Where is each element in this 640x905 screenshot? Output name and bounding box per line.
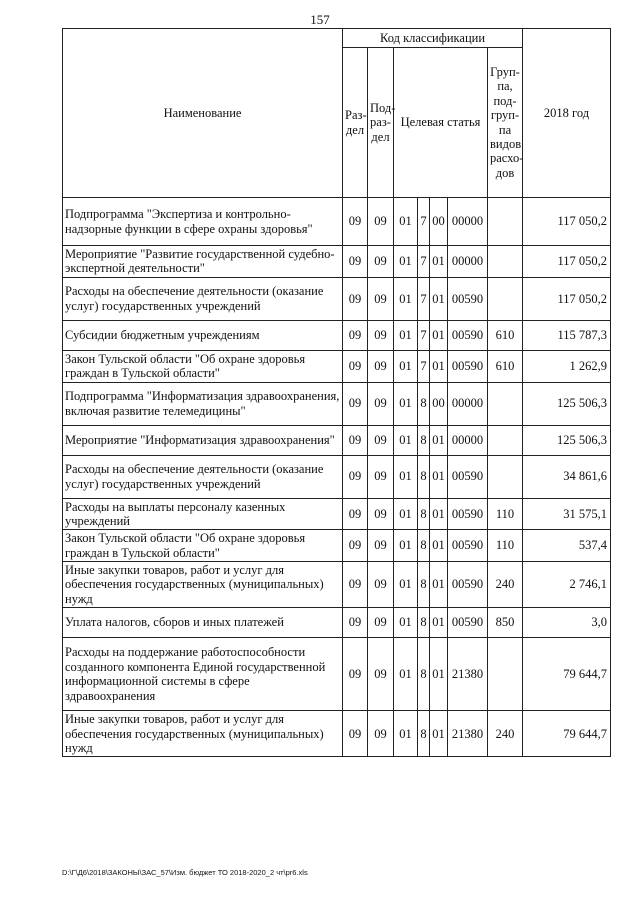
row-name: Мероприятие "Развитие государственной судебно-экспертной деятельности" <box>63 246 343 278</box>
row-name: Расходы на выплаты персоналу казенных учреждений <box>63 498 343 530</box>
row-name: Расходы на поддержание работоспособности созданного компонента Единой государственной информационной системы в сфере здравоохранения <box>63 638 343 711</box>
row-amount: 34 861,6 <box>523 455 611 498</box>
row-target-subprogram: 8 <box>418 425 430 455</box>
table-row <box>63 320 611 350</box>
row-target-event: 01 <box>430 638 448 711</box>
row-expense-group: 240 <box>488 562 523 608</box>
row-section: 09 <box>343 320 368 350</box>
row-target-subprogram: 8 <box>418 638 430 711</box>
header-target-article: Целевая статья <box>394 48 488 198</box>
row-amount: 3,0 <box>523 608 611 638</box>
row-name: Закон Тульской области "Об охране здоровья граждан в Тульской области" <box>63 350 343 382</box>
row-target-event: 00 <box>430 382 448 425</box>
row-subsection: 09 <box>368 320 394 350</box>
row-name: Субсидии бюджетным учреждениям <box>63 320 343 350</box>
table-row <box>63 382 611 425</box>
row-expense-group <box>488 277 523 320</box>
row-amount: 79 644,7 <box>523 638 611 711</box>
row-subsection: 09 <box>368 711 394 757</box>
row-amount: 125 506,3 <box>523 382 611 425</box>
file-path-footer: D:\Г\Д6\2018\ЗАКОНЫ\ЗАС_57\Изм. бюджет ТО 2018-2020_2 чт\pr6.xls <box>62 868 308 877</box>
row-expense-group: 610 <box>488 320 523 350</box>
row-target-program: 01 <box>394 498 418 530</box>
row-target-direction: 00000 <box>448 425 488 455</box>
row-subsection: 09 <box>368 608 394 638</box>
row-target-event: 01 <box>430 455 448 498</box>
row-target-program: 01 <box>394 198 418 246</box>
row-expense-group: 850 <box>488 608 523 638</box>
row-target-program: 01 <box>394 562 418 608</box>
row-section: 09 <box>343 711 368 757</box>
row-target-program: 01 <box>394 277 418 320</box>
table-row <box>63 530 611 562</box>
table-row <box>63 608 611 638</box>
row-expense-group <box>488 638 523 711</box>
row-target-event: 01 <box>430 320 448 350</box>
row-name: Закон Тульской области "Об охране здоровья граждан в Тульской области" <box>63 530 343 562</box>
table-row <box>63 198 611 246</box>
row-subsection: 09 <box>368 277 394 320</box>
table-row <box>63 425 611 455</box>
row-target-program: 01 <box>394 455 418 498</box>
table-row <box>63 562 611 608</box>
row-target-direction: 00590 <box>448 562 488 608</box>
row-target-direction: 21380 <box>448 638 488 711</box>
row-section: 09 <box>343 246 368 278</box>
row-target-direction: 00000 <box>448 246 488 278</box>
row-target-event: 01 <box>430 608 448 638</box>
row-target-event: 01 <box>430 425 448 455</box>
header-section: Раз-дел <box>343 48 368 198</box>
row-target-subprogram: 7 <box>418 320 430 350</box>
row-amount: 125 506,3 <box>523 425 611 455</box>
row-section: 09 <box>343 382 368 425</box>
row-name: Мероприятие "Информатизация здравоохранения" <box>63 425 343 455</box>
row-expense-group: 610 <box>488 350 523 382</box>
row-section: 09 <box>343 350 368 382</box>
row-section: 09 <box>343 530 368 562</box>
row-target-event: 01 <box>430 246 448 278</box>
row-name: Расходы на обеспечение деятельности (оказание услуг) государственных учреждений <box>63 455 343 498</box>
row-amount: 2 746,1 <box>523 562 611 608</box>
table-row <box>63 277 611 320</box>
row-target-event: 01 <box>430 350 448 382</box>
row-target-subprogram: 8 <box>418 562 430 608</box>
row-name: Иные закупки товаров, работ и услуг для обеспечения государственных (муниципальных) нужд <box>63 562 343 608</box>
row-target-subprogram: 8 <box>418 498 430 530</box>
row-subsection: 09 <box>368 498 394 530</box>
row-target-subprogram: 8 <box>418 711 430 757</box>
row-amount: 1 262,9 <box>523 350 611 382</box>
row-target-event: 01 <box>430 711 448 757</box>
row-amount: 537,4 <box>523 530 611 562</box>
row-name: Подпрограмма "Экспертиза и контрольно-надзорные функции в сфере охраны здоровья" <box>63 198 343 246</box>
row-section: 09 <box>343 455 368 498</box>
row-target-event: 01 <box>430 498 448 530</box>
row-target-program: 01 <box>394 246 418 278</box>
row-target-direction: 00000 <box>448 382 488 425</box>
budget-table <box>62 28 611 757</box>
row-target-direction: 00590 <box>448 455 488 498</box>
row-target-program: 01 <box>394 608 418 638</box>
row-subsection: 09 <box>368 382 394 425</box>
row-target-direction: 00590 <box>448 277 488 320</box>
row-target-subprogram: 7 <box>418 350 430 382</box>
row-amount: 117 050,2 <box>523 277 611 320</box>
row-target-direction: 00590 <box>448 350 488 382</box>
header-name: Наименование <box>63 29 343 198</box>
row-section: 09 <box>343 638 368 711</box>
row-name: Подпрограмма "Информатизация здравоохранения, включая развитие телемедицины" <box>63 382 343 425</box>
header-classification-code: Код классификации <box>343 29 523 48</box>
row-target-program: 01 <box>394 638 418 711</box>
row-subsection: 09 <box>368 455 394 498</box>
row-target-event: 00 <box>430 198 448 246</box>
row-expense-group: 110 <box>488 498 523 530</box>
row-subsection: 09 <box>368 638 394 711</box>
table-row <box>63 455 611 498</box>
row-name: Уплата налогов, сборов и иных платежей <box>63 608 343 638</box>
row-amount: 115 787,3 <box>523 320 611 350</box>
row-target-subprogram: 7 <box>418 277 430 320</box>
table-row <box>63 246 611 278</box>
row-subsection: 09 <box>368 246 394 278</box>
row-name: Иные закупки товаров, работ и услуг для обеспечения государственных (муниципальных) нужд <box>63 711 343 757</box>
table-row <box>63 498 611 530</box>
row-expense-group <box>488 425 523 455</box>
row-target-program: 01 <box>394 425 418 455</box>
table-row <box>63 711 611 757</box>
row-target-event: 01 <box>430 277 448 320</box>
row-target-direction: 00590 <box>448 320 488 350</box>
row-expense-group <box>488 246 523 278</box>
row-target-direction: 00590 <box>448 608 488 638</box>
header-subsection: Под-раз-дел <box>368 48 394 198</box>
row-name: Расходы на обеспечение деятельности (оказание услуг) государственных учреждений <box>63 277 343 320</box>
row-target-subprogram: 7 <box>418 198 430 246</box>
page-number: 157 <box>310 12 330 27</box>
row-section: 09 <box>343 198 368 246</box>
row-target-program: 01 <box>394 530 418 562</box>
row-target-subprogram: 8 <box>418 608 430 638</box>
row-section: 09 <box>343 562 368 608</box>
row-section: 09 <box>343 498 368 530</box>
row-subsection: 09 <box>368 562 394 608</box>
row-expense-group <box>488 455 523 498</box>
row-expense-group <box>488 198 523 246</box>
row-target-subprogram: 8 <box>418 455 430 498</box>
table-body <box>63 198 611 757</box>
row-amount: 31 575,1 <box>523 498 611 530</box>
row-target-event: 01 <box>430 530 448 562</box>
row-expense-group <box>488 382 523 425</box>
row-target-program: 01 <box>394 382 418 425</box>
row-section: 09 <box>343 277 368 320</box>
row-target-event: 01 <box>430 562 448 608</box>
header-year: 2018 год <box>523 29 611 198</box>
row-amount: 117 050,2 <box>523 246 611 278</box>
row-expense-group: 240 <box>488 711 523 757</box>
row-subsection: 09 <box>368 425 394 455</box>
row-target-program: 01 <box>394 711 418 757</box>
header-expense-group: Груп-па, под-груп-па видов расхо-дов <box>488 48 523 198</box>
row-amount: 117 050,2 <box>523 198 611 246</box>
row-target-subprogram: 8 <box>418 530 430 562</box>
table-row <box>63 638 611 711</box>
row-subsection: 09 <box>368 530 394 562</box>
row-target-direction: 00590 <box>448 498 488 530</box>
row-subsection: 09 <box>368 198 394 246</box>
row-target-direction: 00590 <box>448 530 488 562</box>
row-section: 09 <box>343 608 368 638</box>
row-target-program: 01 <box>394 320 418 350</box>
row-amount: 79 644,7 <box>523 711 611 757</box>
row-section: 09 <box>343 425 368 455</box>
row-expense-group: 110 <box>488 530 523 562</box>
row-target-program: 01 <box>394 350 418 382</box>
row-target-direction: 21380 <box>448 711 488 757</box>
row-target-direction: 00000 <box>448 198 488 246</box>
row-subsection: 09 <box>368 350 394 382</box>
table-row <box>63 350 611 382</box>
row-target-subprogram: 7 <box>418 246 430 278</box>
row-target-subprogram: 8 <box>418 382 430 425</box>
